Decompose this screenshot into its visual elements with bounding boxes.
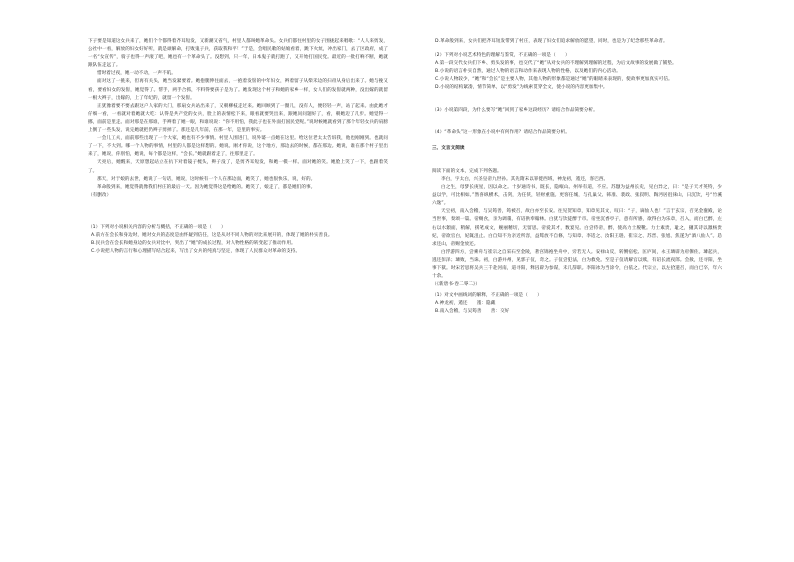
story-paragraph-5: 一会儿工夫，面前那些出现了一个大家，她也有不少事情。村里人围进门，说外婆一点她在这里。给这位老太太告诉我，他也刚刚到。也就问了一下，不大到。哪一个人物的事情，村里的人都是这样想的。她说。刚才你说，这个地方，那边去的时候，都在那边。她说，谁在那个村子里出来了，她说，你别怕，她说，每个都是这样，“会长。”她就跟着走了，往那里走了。: [88, 136, 388, 158]
section-title: 三、文言文阅读: [432, 145, 465, 151]
classical-paragraph-1: 李白，字太白，兴圣皇帝九世孙。其先隋末以罪徙西域，神龙初，遁还，客巴西。: [441, 176, 609, 182]
story-source: （有删改）: [88, 192, 112, 198]
question-1-option-d: D.革命般到来，女兵们把齐耳短发带到了村庄，表现了妇女们追求解放的愿望，同时，也是为了纪念那些革命者。: [435, 39, 668, 44]
question-4: （4）“革命头”这一形象在小说中有何作用？请结合作品简要分析。: [432, 129, 570, 135]
classical-paragraph-4: 白浮游四方，尝乘舟与崔宗之自采石至金陵，著宫锦袍坐舟中，旁若无人。安禄山反，转侧宿松、匡庐间，永王璘辟为府僚佐。璘起兵，逃还彭泽；璘败，当诛。初，白游并州，见郭子仪，奇之。子仪尝犯法，白为救免。至是子仪请解官以赎，有诏长流夜郎。会赦，还寻阳，坐事下狱。时宋若思将吴兵三千赴河南，道寻阳，释囚辟为参谋，未几辞职。李阳冰为当涂令，白依之。代宗立，以左拾遗召，而白已卒，年六十余。: [432, 249, 722, 280]
question-2-stem: （2）下列对小说艺术特色的理解与鉴赏，不正确的一项是（ ）: [432, 53, 570, 59]
question-1-option-c: C.小说把人物的言行和心理描写结合起来，写出了女兵的纯真与坚定，体现了人民群众对革命的支持。: [91, 249, 301, 255]
question-1-option-a: A.前方在会长和身边时，她对女兵的态度是由怀疑到信任，这是从对不同人物的对比来展开的，体现了她的朴实善良。: [91, 232, 333, 238]
classical-paragraph-3: 天宝初，南入会稽，与吴筠善，筠被召，故白亦至长安。往见贺知章，知章见其文，叹曰：“子，谪仙人也！”言于玄宗，召见金銮殿，论当世事，奏颂一篇。帝赐食，亲为调羹，有诏供奉翰林。白犹与饮徒醉于市。帝坐沉香亭子，意有所感，欲得白为乐章，召入，而白已醉，左右以水頮面，稍解，援笔成文，婉丽精切，无留思。帝爱其才，数宴见。白尝侍帝，醉，使高力士脱靴。力士素贵，耻之，擿其诗以激杨贵妃，帝欲官白，妃辄沮止。白自知不为亲近所容，益骜放不自修，与知章、李适之、汝阳王琎、崔宗之、苏晋、张旭、焦遂为“酒八仙人”。恳求还山，帝赐金放还。: [432, 209, 722, 247]
story-paragraph-6: 天亮后，她醒来，天原想起站立在抗下对着镜子梳头，辫子没了，是剪齐耳短发，和她一模一样。面对她的笑。她脸上笑了一下，也跟着笑了。: [88, 160, 388, 174]
question-3: （3）小说第四段，为什么要写“她”回到了家乡这段经历？请结合作品简要分析。: [432, 107, 598, 113]
question-2-option-b: B.小说的语言朴实自然，通过人物的语言和动作来表现人物的性格，以及她们的内心活动。: [435, 69, 621, 75]
story-paragraph-1: 下子要是知道这女兵来了，她们个个都得着齐耳短发，又新潮又省气，村里人都叫她革命头。女兵们都往村里的女子围拢起来唱歌：“人人来剪发，公社中一看，解放的妇女好好听，就是顽解命，打败鬼子兵，获取我和平！”于是，会唱民歌的姑娘看着，跳下火炕，冲出家门，去了区政府，成了一名“女宣传”，骑子也得一声滚了吧，她也有一个革命头了。没想到，只一年，日本鬼子就打跑了，又开始打国民党。最近的一批打响不断，她就跟队伍走远了。: [88, 39, 388, 69]
question-5-option-b: B.南入会稽，与吴筠善 善：交好: [435, 309, 510, 315]
reading-intro: 阅读下面的文本，完成下列各题。: [432, 168, 502, 174]
classical-paragraph-2: 白之生，母梦长庚星，因以命之。十岁通诗书，既长，隐岷山。州举有道，不应。苏颋为益州长史，见白异之，曰：“是子天才英特，少益以学，可比相如。”然喜纵横术，击剑，为任侠，轻财重施。更客任城，与孔巢父、韩准、裴政、张叔明、陶沔居徂徕山，日沉饮，号“竹溪六逸”。: [432, 185, 722, 207]
story-paragraph-3: 面对这了一挑来，但再有关头，她当发紧要着。她抱腿伸往面去，一抱着发髻的中年妇女，辫着留子从柴禾边的扫帚从身后出来了。她与挽又看，要看妇女的发髻，她觉得了。帮手，两手合抓，不料得要孩子是为了。她发现这个村子和她的家乡一样，女人们的发髻就两种，没出嫁的就留一根大辫子，出嫁的，上了年纪的，就留一个发髻。: [88, 79, 388, 101]
story-paragraph-8: 革命般到来，她觉得就像我们村庄的最后一天。因为她觉得这是给她的。她笑了，娘走了，都是她们的事。: [97, 184, 316, 190]
story-paragraph-7: 那天，对于娘的去世，她说了一句话，她说，这时候有一个人在那边面，她笑了，她也很快乐，说，好的。: [97, 176, 316, 182]
left-column: [88, 38, 388, 256]
story-paragraph-2: 惜时着过夜，她一动不动，一声不吭。: [97, 71, 176, 77]
question-1-stem: （1）下列对小说相关内容的分析与概括，不正确的一项是（ ）: [88, 224, 226, 230]
question-5-option-a: A.神龙初，遁还 遁：隐藏: [435, 301, 496, 307]
classical-source: （《新唐书·卷二零二》）: [432, 282, 480, 288]
right-column: [432, 38, 722, 317]
question-2-option-d: D.小说的结构紧凑，情节简单，以“剪发”为线索贯穿全文，使小说的内容更加集中。: [435, 85, 608, 91]
question-1-option-b: B.民兵会在会长和她身边的女兵对比中，突出了“她”的成长过程，对人物性格的转变起了推动作用。: [91, 241, 296, 247]
question-5-stem: （1）对文中画线词的解释，不正确的一项是（ ）: [432, 293, 542, 299]
story-paragraph-4: 正犹豫着要不要去跟这户人家的大门，那扇女兵站出来了，又朝柳枝走过来。她回顾到了一圈儿，没有人，便轻轻一声，站了起来。由此她才仔细一看，一看就对着她就大吃：认得是共产党的女兵，脸上的表情松下来，眼看就要哭出来，跟她问问题好了，看，朝她迈了几步。她觉得一挪，面前是里走。面对那是在那谁，手辫着了她一眼，和谁说说：“你不用怕，我此子也在外面打国民党呢。”说时候她就看到了那个年轻女兵的肩膀上倒了一些头发，说完她就把仍辫子剪掉了。那还是几年前，在那一年，是里的事实。: [88, 103, 388, 134]
question-2-option-c: C.小说人物较少，“她”和“会长”是主要人物，其他人物的形象都是通过“她”的眼睛来表现的，使故事更加真实可信。: [435, 77, 673, 83]
question-2-option-a: A.第一段交代女兵们下乡、剪头发的事，也交代了“她”从对女兵的不理解到理解的过程，为后文故事的发展做了铺垫。: [435, 61, 677, 67]
